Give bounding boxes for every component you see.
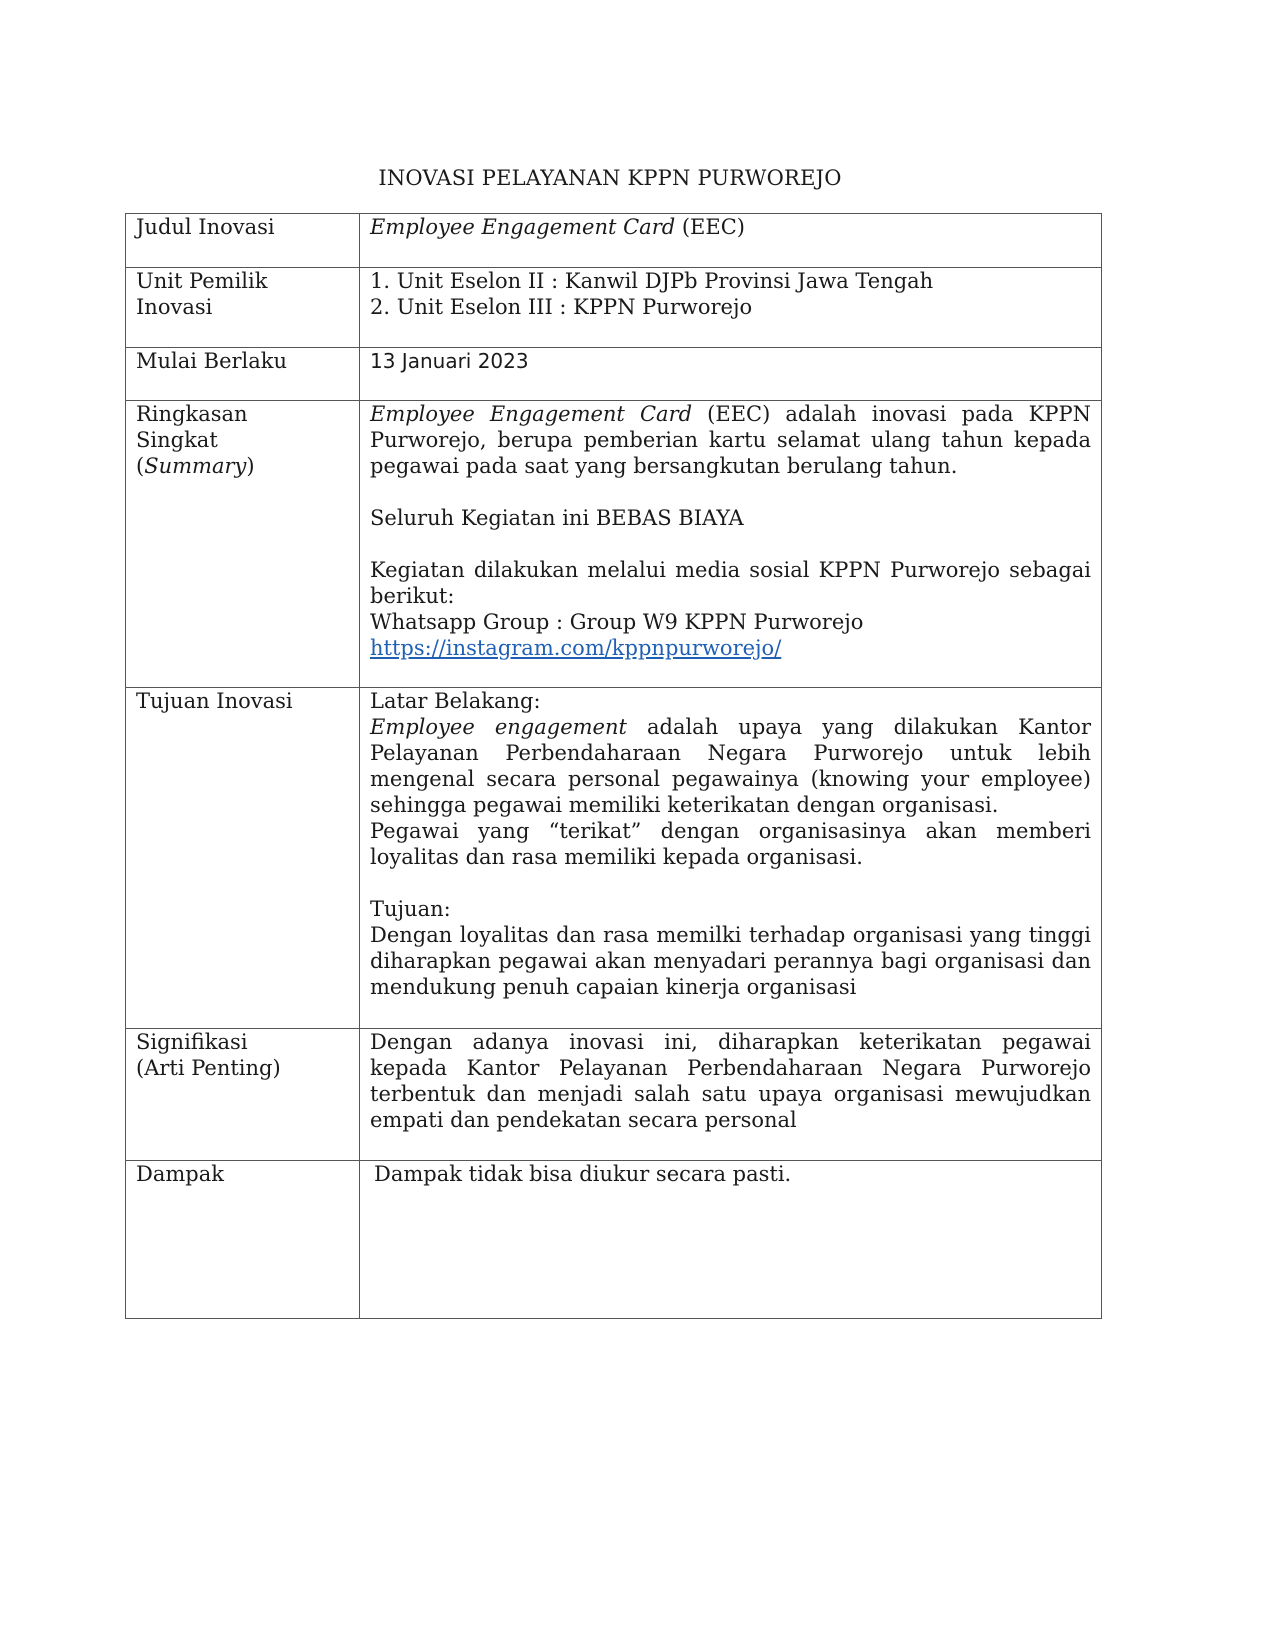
label-mulai-berlaku [126,348,360,401]
row-unit-pemilik [126,268,1102,348]
label-dampak [126,1161,360,1319]
row-dampak [126,1161,1102,1319]
label-tujuan-inovasi [126,688,360,1029]
value-signifikasi [360,1029,1102,1161]
label-text: Mulai Berlaku [136,349,288,373]
label-line: Inovasi [136,295,213,319]
title-rest: (EEC) [675,215,745,239]
start-date: 13 Januari 2023 [370,349,529,373]
impact-text: Dampak tidak bisa diukur secara pasti. [374,1162,792,1186]
label-judul-inovasi [126,214,360,268]
row-mulai-berlaku [126,348,1102,401]
row-ringkasan [126,401,1102,688]
label-line: Signifikasi [136,1030,248,1054]
label-line: Singkat [136,428,218,452]
label-unit-pemilik [126,268,360,348]
value-tujuan-inovasi [360,688,1102,1029]
background-paragraph: Employee engagement adalah upaya yang dilakukan Kantor Pelayanan Perbendaharaan Negara Purworejo untuk lebih mengenal secara personal pegawainya (knowing your employee) sehingga pegawai memiliki keterikatan dengan organisasi. [370,715,1091,817]
summary-paragraph: Employee Engagement Card (EEC) adalah inovasi pada KPPN Purworejo, berupa pemberian kartu selamat ulang tahun kepada pegawai pada saat yang bersangkutan berulang tahun. [370,402,1091,478]
label-line: Ringkasan [136,402,248,426]
goal-heading: Tujuan: [370,897,451,921]
row-tujuan-inovasi [126,688,1102,1029]
label-signifikasi [126,1029,360,1161]
unit-item-1: 1. Unit Eselon II : Kanwil DJPb Provinsi Jawa Tengah [370,269,934,293]
row-judul-inovasi [126,214,1102,268]
unit-item-2: 2. Unit Eselon III : KPPN Purworejo [370,295,753,319]
summary-italic: Summary [144,454,247,478]
goal-paragraph: Dengan loyalitas dan rasa memilki terhadap organisasi yang tinggi diharapkan pegawai akan menyadari perannya bagi organisasi dan mendukung penuh capaian kinerja organisasi [370,923,1091,999]
value-mulai-berlaku [360,348,1102,401]
innovation-table [125,213,1102,1319]
label-text: Judul Inovasi [136,215,275,239]
instagram-link[interactable]: https://instagram.com/kppnpurworejo/ [370,636,782,660]
background-heading: Latar Belakang: [370,689,541,713]
loyalty-paragraph: Pegawai yang “terikat” dengan organisasinya akan memberi loyalitas dan rasa memiliki kepada organisasi. [370,819,1091,869]
value-ringkasan [360,401,1102,688]
free-of-charge-note: Seluruh Kegiatan ini BEBAS BIAYA [370,506,744,530]
label-text: Tujuan Inovasi [136,689,293,713]
value-judul-inovasi [360,214,1102,268]
social-media-intro: Kegiatan dilakukan melalui media sosial KPPN Purworejo sebagai berikut: [370,558,1091,608]
label-line: (Arti Penting) [136,1056,281,1080]
title-italic: Employee Engagement Card [370,215,676,239]
value-dampak [360,1161,1102,1319]
label-text: Dampak [136,1162,224,1186]
value-unit-pemilik [360,268,1102,348]
label-line: Unit Pemilik [136,269,268,293]
label-line: (Summary) [136,454,255,478]
label-ringkasan [126,401,360,688]
page-title: INOVASI PELAYANAN KPPN PURWOREJO [378,166,842,190]
whatsapp-group: Whatsapp Group : Group W9 KPPN Purworejo [370,610,864,634]
row-signifikasi [126,1029,1102,1161]
significance-paragraph: Dengan adanya inovasi ini, diharapkan keterikatan pegawai kepada Kantor Pelayanan Perbendaharaan Negara Purworejo terbentuk dan menjadi salah satu upaya organisasi mewujudkan empati dan pendekatan secara personal [370,1030,1091,1132]
